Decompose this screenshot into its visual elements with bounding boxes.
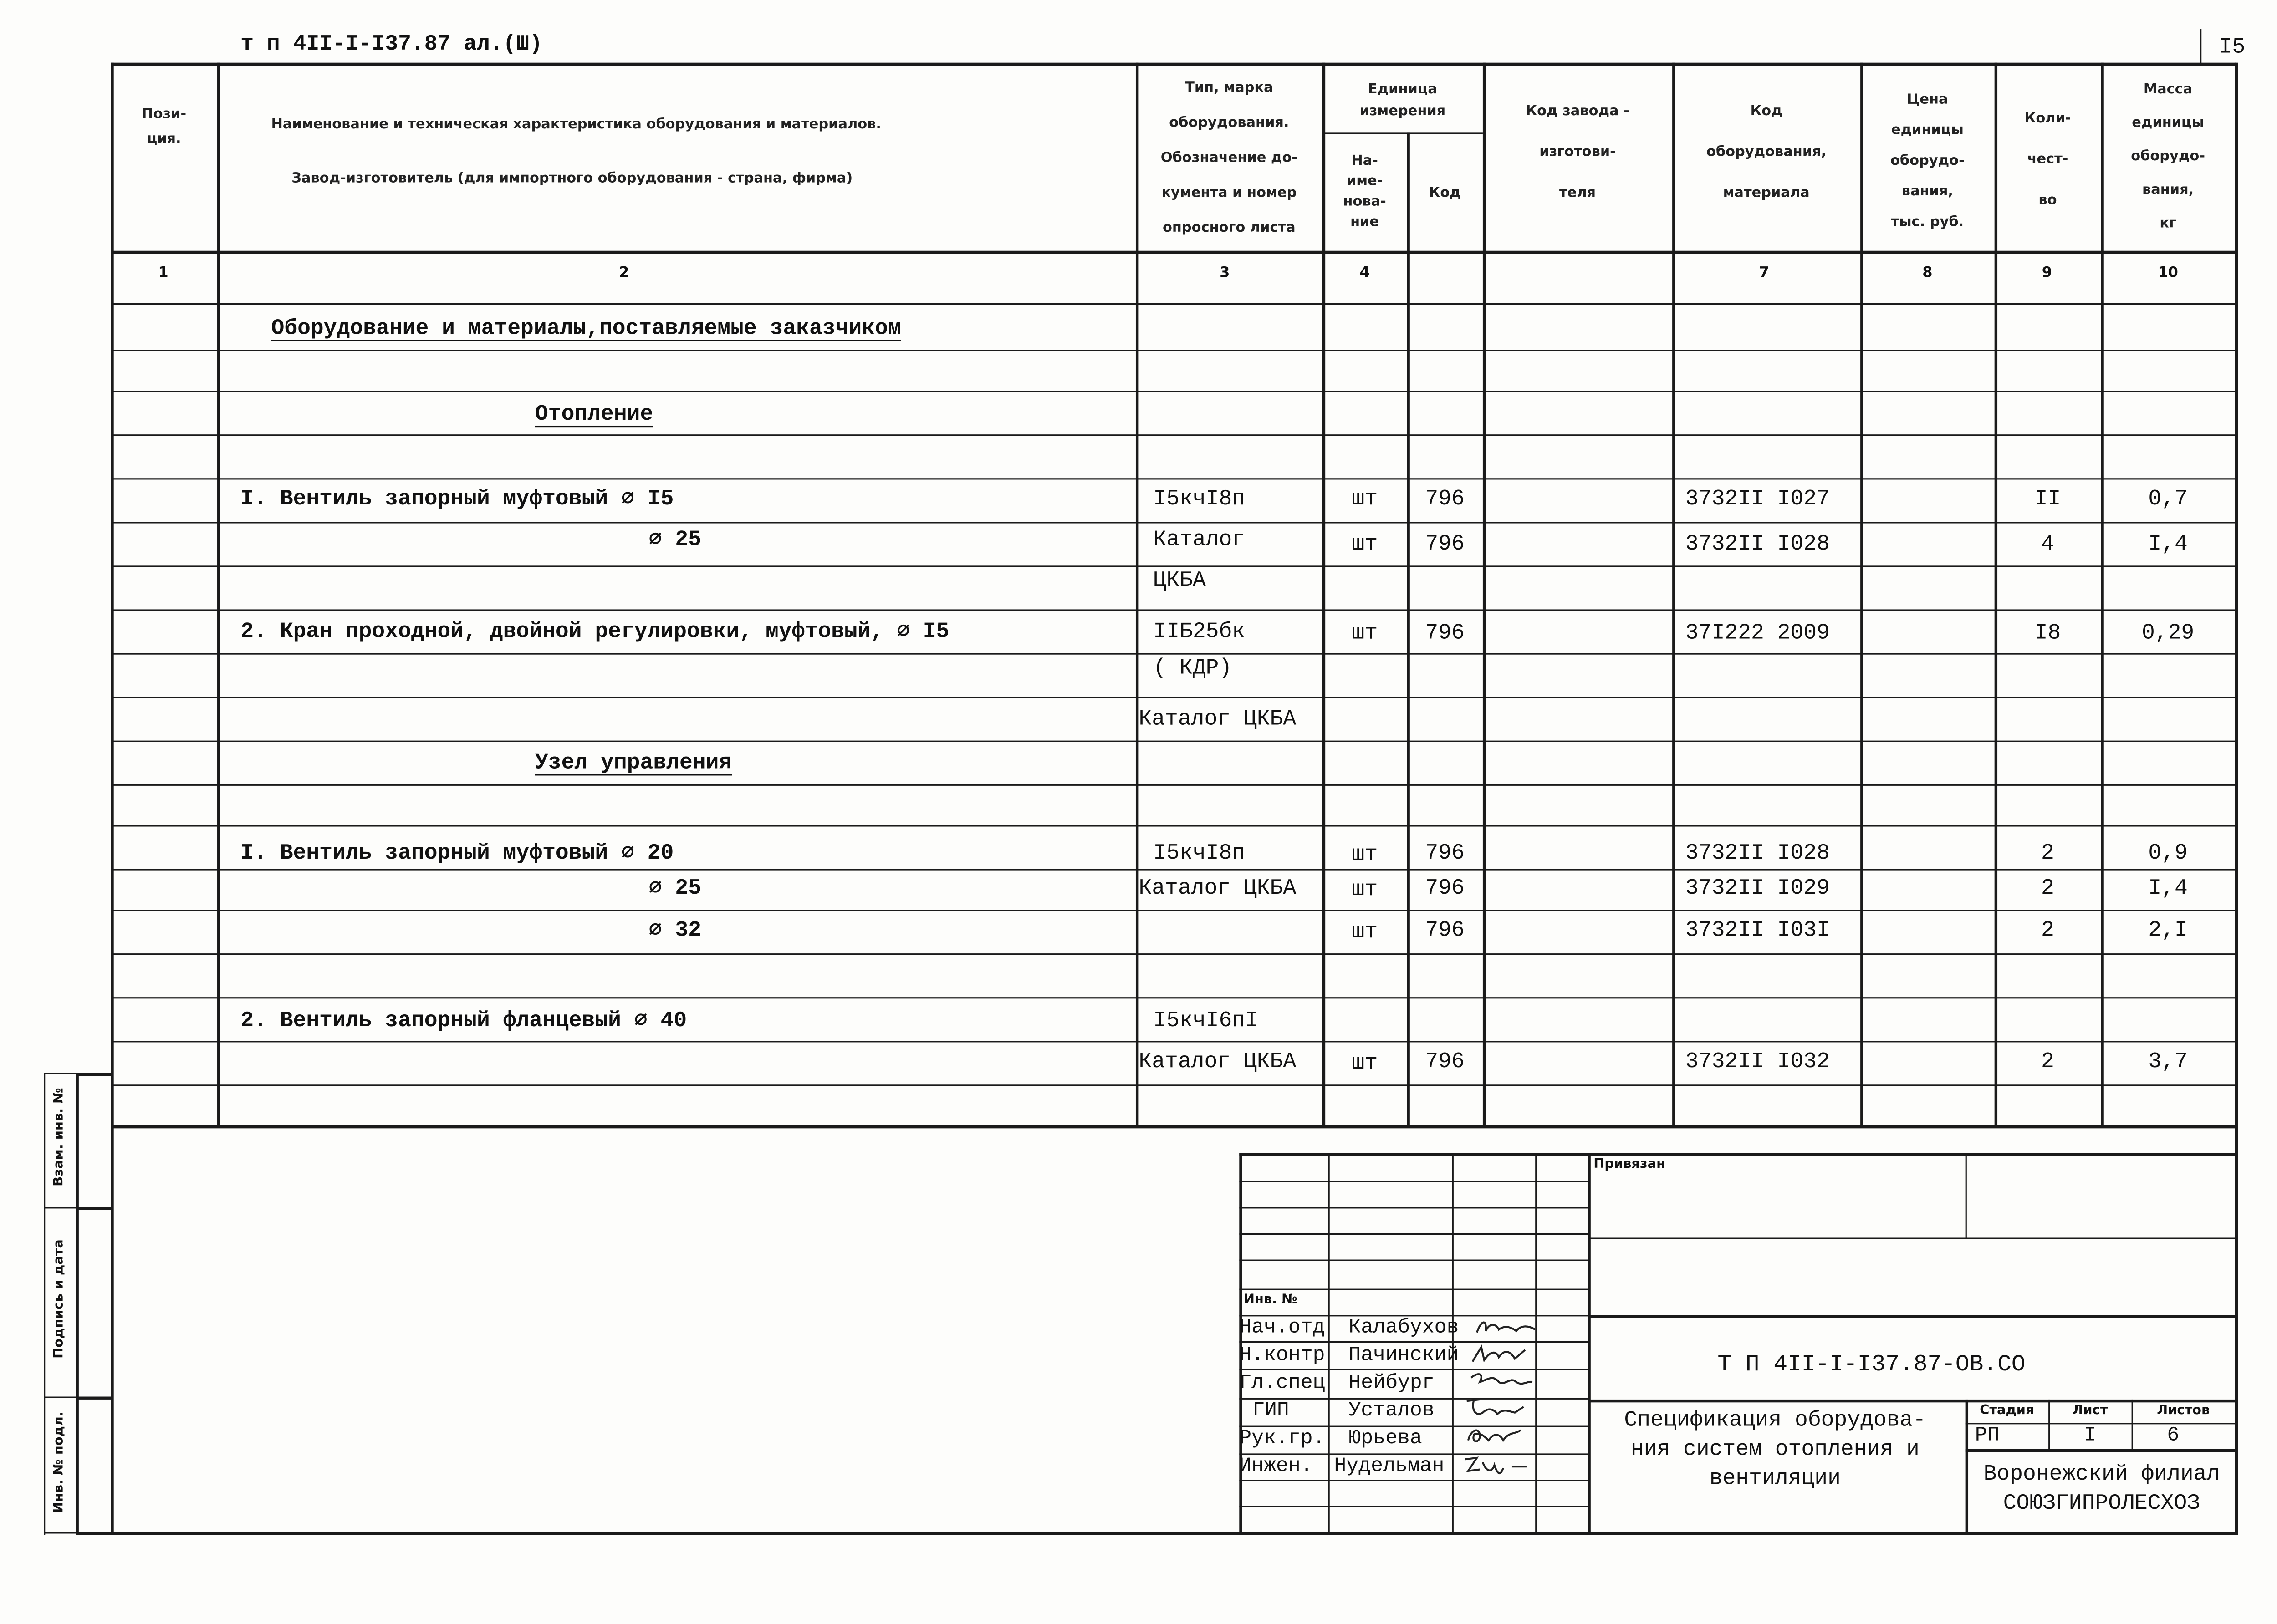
table-row-qty: II bbox=[2034, 487, 2061, 512]
stamp-replacement-inv: Взам. инв. № bbox=[52, 1088, 67, 1186]
table-row-type: Каталог ЦКБА bbox=[1138, 1049, 1297, 1074]
staff-role: ГИП bbox=[1252, 1399, 1289, 1423]
table-row-code: 796 bbox=[1425, 532, 1465, 557]
table-row-type: ЦКБА bbox=[1153, 568, 1206, 594]
table-row-type: I5кчI6пI bbox=[1153, 1008, 1258, 1034]
stage-label: Стадия bbox=[1980, 1404, 2034, 1419]
table-row-type: Каталог ЦКБА bbox=[1138, 876, 1297, 901]
header-manufacturer: Завод-изготовитель (для импортного оборудования - страна, фирма) bbox=[291, 170, 853, 187]
table-row-type: Каталог bbox=[1153, 528, 1246, 553]
table-row-type: I5кчI8п bbox=[1153, 487, 1246, 512]
table-row-qty: 2 bbox=[2041, 876, 2054, 901]
signature-icon bbox=[1467, 1343, 1534, 1366]
sheet-label: Лист bbox=[2072, 1404, 2108, 1419]
table-row-equip-code: 3732II I028 bbox=[1685, 841, 1830, 866]
staff-name: Нудельман bbox=[1334, 1455, 1445, 1478]
header-equipment-code: Код оборудования, материала bbox=[1706, 103, 1827, 201]
staff-role: Нач.отд bbox=[1239, 1316, 1325, 1340]
table-row-qty: 2 bbox=[2041, 918, 2054, 943]
table-row-equip-code: 3732II I03I bbox=[1685, 918, 1830, 943]
title-document-name: Спецификация оборудова- ния систем отопления и вентиляции bbox=[1624, 1408, 1926, 1492]
staff-name: Калабухов bbox=[1348, 1316, 1459, 1340]
staff-name: Усталов bbox=[1348, 1399, 1435, 1423]
table-row-name: 2. Кран проходной, двойной регулировки, муфтовый, ∅ I5 bbox=[240, 619, 950, 645]
table-row-unit: шт bbox=[1351, 621, 1378, 646]
staff-name: Пачинский bbox=[1348, 1344, 1459, 1368]
column-number: 3 bbox=[1220, 265, 1230, 281]
column-number: 2 bbox=[619, 265, 629, 281]
staff-name: Нейбург bbox=[1348, 1372, 1435, 1395]
table-row-unit: шт bbox=[1351, 1051, 1378, 1076]
page-number: I5 bbox=[2219, 35, 2246, 60]
signature-icon bbox=[1467, 1369, 1534, 1392]
header-unit: Единица измерения bbox=[1359, 81, 1446, 120]
staff-name: Юрьева bbox=[1348, 1427, 1422, 1451]
table-row-equip-code: 3732II I029 bbox=[1685, 876, 1830, 901]
table-row-mass: 0,7 bbox=[2148, 487, 2188, 512]
stamp-signature-date: Подпись и дата bbox=[52, 1239, 67, 1359]
table-row-mass: 3,7 bbox=[2148, 1049, 2188, 1074]
title-document-code: Т П 4II-I-I37.87-ОВ.СО bbox=[1717, 1351, 2026, 1378]
table-row-code: 796 bbox=[1425, 841, 1465, 866]
table-row-name: I. Вентиль запорный муфтовый ∅ 20 bbox=[240, 841, 674, 866]
bound-label: Привязан bbox=[1593, 1157, 1666, 1172]
section-heading-main: Оборудование и материалы,поставляемые заказчиком bbox=[271, 316, 901, 341]
column-number: 7 bbox=[1759, 265, 1769, 281]
staff-role: Рук.гр. bbox=[1239, 1427, 1325, 1451]
table-row-name: ∅ 25 bbox=[648, 528, 702, 553]
table-row-type: Каталог ЦКБА bbox=[1138, 707, 1297, 732]
table-row-code: 796 bbox=[1425, 621, 1465, 646]
staff-role: Инжен. bbox=[1239, 1455, 1313, 1478]
table-row-type: IIБ25бк bbox=[1153, 619, 1246, 645]
sheets-value: 6 bbox=[2167, 1424, 2180, 1448]
table-row-name: ∅ 25 bbox=[648, 876, 702, 901]
table-row-mass: 0,9 bbox=[2148, 841, 2188, 866]
header-name: Наименование и техническая характеристика оборудования и материалов. bbox=[271, 117, 881, 133]
header-mass: Масса единицы оборудо- вания, кг bbox=[2131, 81, 2205, 232]
table-row-qty: 2 bbox=[2041, 1049, 2054, 1074]
inventory-label: Инв. № bbox=[1243, 1293, 1297, 1308]
sheets-label: Листов bbox=[2157, 1404, 2210, 1419]
column-number: 10 bbox=[2158, 265, 2178, 281]
table-row-unit: шт bbox=[1351, 487, 1378, 512]
stamp-original-inv: Инв. № подл. bbox=[52, 1411, 67, 1513]
table-row-mass: 0,29 bbox=[2141, 621, 2195, 646]
staff-role: Гл.спец bbox=[1239, 1372, 1325, 1395]
staff-role: Н.контр bbox=[1239, 1344, 1325, 1368]
header-position: Пози- ция. bbox=[142, 106, 187, 148]
signature-icon bbox=[1460, 1453, 1532, 1482]
table-row-type: ( КДР) bbox=[1153, 656, 1232, 681]
table-row-equip-code: 37I222 2009 bbox=[1685, 621, 1830, 646]
table-row-unit: шт bbox=[1351, 920, 1378, 945]
document-code-top: т п 4II-I-I37.87 ал.(Ш) bbox=[240, 32, 543, 57]
table-row-mass: I,4 bbox=[2148, 876, 2188, 901]
table-row-unit: шт bbox=[1351, 842, 1378, 868]
table-row-qty: 2 bbox=[2041, 841, 2054, 866]
column-number: 9 bbox=[2042, 265, 2052, 281]
column-number: 1 bbox=[158, 265, 168, 281]
signature-icon bbox=[1473, 1316, 1540, 1339]
header-unit-name: На- име- нова- ние bbox=[1343, 153, 1386, 230]
table-row-code: 796 bbox=[1425, 918, 1465, 943]
table-row-mass: 2,I bbox=[2148, 918, 2188, 943]
column-number: 4 bbox=[1359, 265, 1370, 281]
column-number: 8 bbox=[1922, 265, 1933, 281]
signature-icon bbox=[1462, 1423, 1529, 1449]
header-unit-code: Код bbox=[1429, 184, 1461, 201]
table-row-qty: 4 bbox=[2041, 532, 2054, 557]
table-row-name: ∅ 32 bbox=[648, 918, 702, 943]
header-factory-code: Код завода - изготови- теля bbox=[1526, 103, 1629, 201]
table-row-name: 2. Вентиль запорный фланцевый ∅ 40 bbox=[240, 1008, 687, 1034]
table-row-code: 796 bbox=[1425, 876, 1465, 901]
table-row-equip-code: 3732II I032 bbox=[1685, 1049, 1830, 1074]
table-row-code: 796 bbox=[1425, 1049, 1465, 1074]
table-row-unit: шт bbox=[1351, 532, 1378, 557]
signature-icon bbox=[1462, 1395, 1529, 1421]
section-heading-control: Узел управления bbox=[535, 751, 732, 776]
header-type: Тип, марка оборудования. Обозначение до- кумента и номер опросного листа bbox=[1160, 80, 1298, 236]
table-row-unit: шт bbox=[1351, 877, 1378, 903]
header-quantity: Коли- чест- во bbox=[2024, 111, 2071, 209]
table-row-qty: I8 bbox=[2034, 621, 2061, 646]
header-price: Цена единицы оборудо- вания, тыс. руб. bbox=[1890, 91, 1965, 230]
table-row-equip-code: 3732II I028 bbox=[1685, 532, 1830, 557]
table-row-type: I5кчI8п bbox=[1153, 841, 1246, 866]
table-row-mass: I,4 bbox=[2148, 532, 2188, 557]
sheet-value: I bbox=[2083, 1424, 2096, 1448]
stage-value: РП bbox=[1975, 1424, 2000, 1448]
section-heading-heating: Отопление bbox=[535, 402, 653, 428]
table-row-name: I. Вентиль запорный муфтовый ∅ I5 bbox=[240, 487, 674, 512]
organization: Воронежский филиал СОЮЗГИПРОЛЕСХОЗ bbox=[1983, 1462, 2220, 1517]
table-row-equip-code: 3732II I027 bbox=[1685, 487, 1830, 512]
table-row-code: 796 bbox=[1425, 487, 1465, 512]
